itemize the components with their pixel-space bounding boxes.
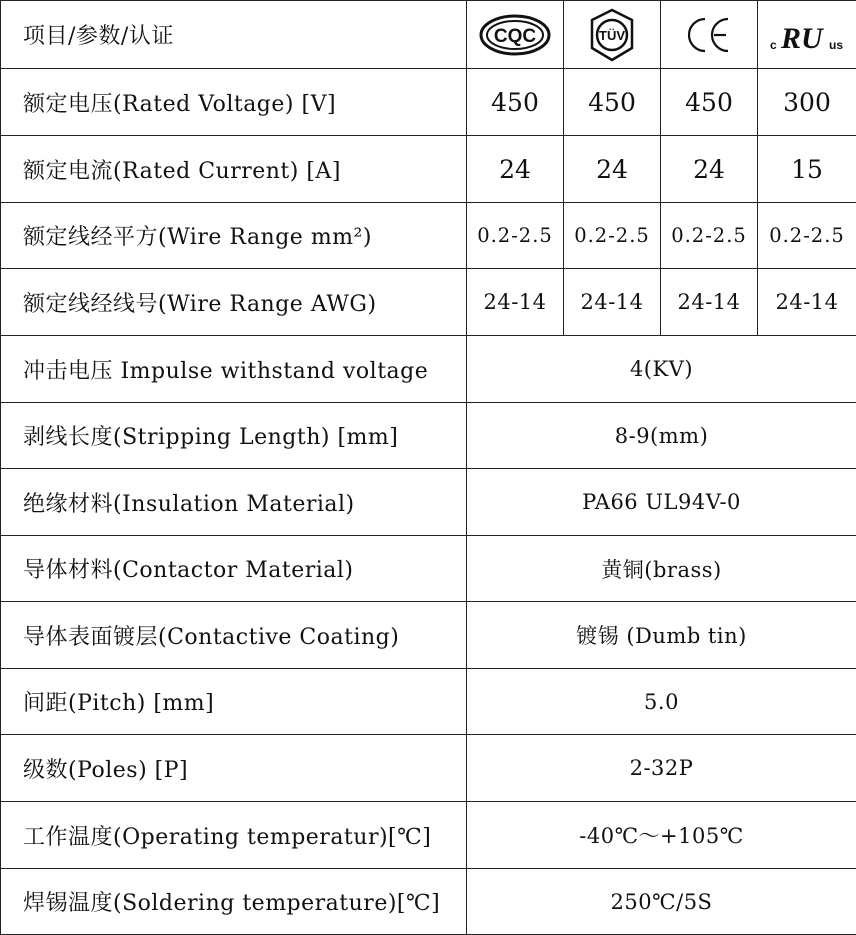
- value-cell: 8-9(mm): [467, 403, 856, 469]
- value-cell: 4(KV): [467, 336, 856, 403]
- row-label-wire-range-mm2: 额定线经平方(Wire Range mm²): [1, 203, 467, 269]
- row-label-insulation-material: 绝缘材料(Insulation Material): [1, 469, 467, 536]
- svg-text:TÜV: TÜV: [599, 28, 625, 43]
- value-cell: 0.2-2.5: [758, 203, 856, 269]
- value-cell: 24: [564, 136, 661, 203]
- svg-text:us: us: [829, 38, 843, 52]
- value-cell: PA66 UL94V-0: [467, 469, 856, 536]
- table-row: [1, 669, 856, 735]
- value-cell: 24-14: [564, 269, 661, 336]
- value-cell: 0.2-2.5: [467, 203, 564, 269]
- table-row: [1, 69, 856, 136]
- cert-cqc-cell: [467, 1, 564, 69]
- value-cell: 24-14: [467, 269, 564, 336]
- table-row: [1, 536, 856, 602]
- cert-culus-cell: [758, 1, 856, 69]
- cert-ce-cell: [661, 1, 758, 69]
- table-row: [1, 136, 856, 203]
- row-label-wire-range-awg: 额定线经线号(Wire Range AWG): [1, 269, 467, 336]
- row-label-poles: 级数(Poles) [P]: [1, 735, 467, 802]
- row-label-soldering-temperature: 焊锡温度(Soldering temperature)[℃]: [1, 869, 467, 935]
- value-cell: 450: [467, 69, 564, 136]
- culus-logo-icon: [767, 15, 847, 55]
- value-cell: 2-32P: [467, 735, 856, 802]
- value-cell: 0.2-2.5: [564, 203, 661, 269]
- value-cell: 300: [758, 69, 856, 136]
- row-label-operating-temperature: 工作温度(Operating temperatur)[℃]: [1, 802, 467, 869]
- value-cell: 450: [564, 69, 661, 136]
- row-label-impulse-voltage: 冲击电压 Impulse withstand voltage: [1, 336, 467, 403]
- header-row: [1, 1, 856, 69]
- table-row: [1, 869, 856, 935]
- svg-text:c: c: [770, 38, 777, 52]
- value-cell: 5.0: [467, 669, 856, 735]
- row-label-contactor-material: 导体材料(Contactor Material): [1, 536, 467, 602]
- value-cell: 450: [661, 69, 758, 136]
- value-cell: -40℃～+105℃: [467, 802, 856, 869]
- value-cell: 250℃/5S: [467, 869, 856, 935]
- table-row: [1, 403, 856, 469]
- value-cell: 黄铜(brass): [467, 536, 856, 602]
- value-cell: 24-14: [758, 269, 856, 336]
- tuv-logo-icon: [588, 8, 636, 62]
- row-label-rated-voltage: 额定电压(Rated Voltage) [V]: [1, 69, 467, 136]
- svg-text:RU: RU: [780, 22, 824, 55]
- table-row: [1, 469, 856, 536]
- value-cell: 镀锡 (Dumb tin): [467, 602, 856, 669]
- table-row: [1, 802, 856, 869]
- cqc-logo-icon: [479, 13, 551, 57]
- value-cell: 24: [467, 136, 564, 203]
- row-label-pitch: 间距(Pitch) [mm]: [1, 669, 467, 735]
- cert-tuv-cell: [564, 1, 661, 69]
- table-row: [1, 602, 856, 669]
- table-row: [1, 269, 856, 336]
- table-row: [1, 735, 856, 802]
- row-label-stripping-length: 剥线长度(Stripping Length) [mm]: [1, 403, 467, 469]
- value-cell: 15: [758, 136, 856, 203]
- value-cell: 24: [661, 136, 758, 203]
- row-label-contactive-coating: 导体表面镀层(Contactive Coating): [1, 602, 467, 669]
- svg-text:CQC: CQC: [494, 26, 537, 47]
- value-cell: 24-14: [661, 269, 758, 336]
- table-row: [1, 203, 856, 269]
- header-label: 项目/参数/认证: [1, 1, 467, 69]
- ce-logo-icon: [684, 15, 734, 55]
- row-label-rated-current: 额定电流(Rated Current) [A]: [1, 136, 467, 203]
- table-row: [1, 336, 856, 403]
- value-cell: 0.2-2.5: [661, 203, 758, 269]
